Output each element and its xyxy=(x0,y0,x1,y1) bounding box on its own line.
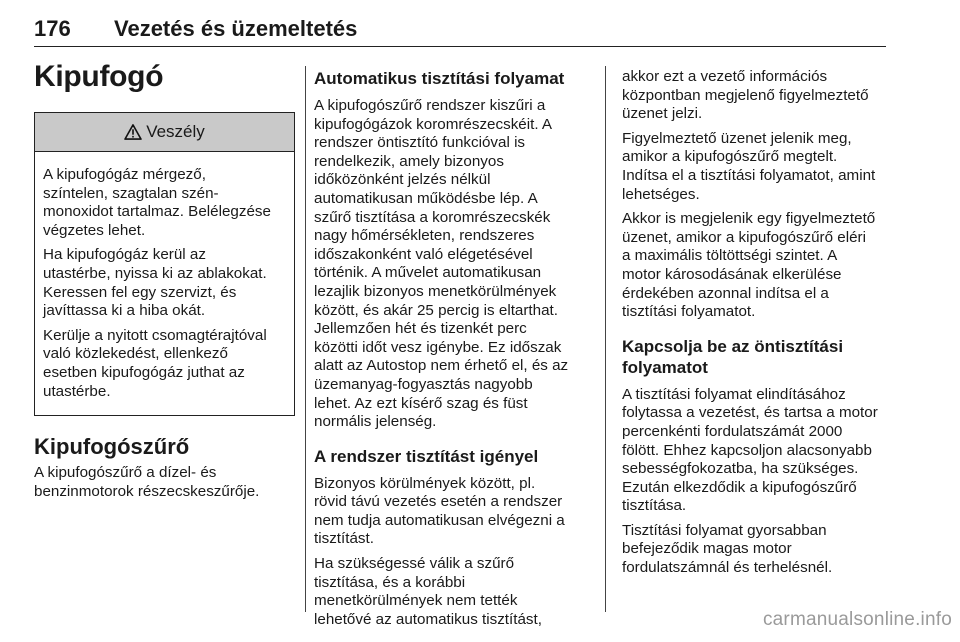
section-heading: Automatikus tisztítási folyamat xyxy=(314,69,565,88)
column-divider xyxy=(305,66,306,612)
column-middle xyxy=(314,52,594,635)
warning-paragraph: Ha kipufogógáz kerül az utastérbe, nyissa ki az ablakokat. Keressen fel egy szervizt, és javíttassa ki a hiba okát. xyxy=(43,246,267,320)
paragraph: Akkor is megjelenik egy figyelmeztető üzenet, amikor a kipufogószűrő eléri a maximális töltöttségi szintet. A motor károsodásának elkerülése érdekében azonnal indítsa el a tisztítási folyamatot. xyxy=(622,210,876,321)
page-title: Kipufogó xyxy=(34,60,164,93)
chapter-title: Vezetés és üzemeltetés xyxy=(114,16,358,41)
paragraph: Tisztítási folyamat gyorsabban befejeződik magas motor fordulatszámnál és terhelésnél. xyxy=(622,521,833,577)
column-right xyxy=(622,52,890,584)
paragraph: A kipufogószűrő rendszer kiszűri a kipufogógázok koromrészecskéit. A rendszer öntisztító funkcióval is rendelkezik, amely bizonyos időközönként jelzés nélkül automatikusan működésbe lép. A szűrő tisztítása a koromrészecskék nagy hőmérsékleten, rendszeres időszakonként való elégetésével történik. A művelet automatikusan lezajlik bizonyos menetkörülmények között, és akár 25 percig is eltarthat. Jellemzően hét és tizenkét perc közötti időt vesz igénybe. Ez időszak alatt az Autostop nem érhető el, és az üzemanyag-fogyasztás nagyobb lehet. Az ezt kísérő szag és füst normális jelenség. xyxy=(314,97,569,431)
column-left xyxy=(34,52,297,507)
paragraph: akkor ezt a vezető információs központban megjelenő figyelmeztető üzenet jelzi. xyxy=(622,68,869,123)
section-text: A kipufogószűrő a dízel- és benzinmotorok részecskeszűrője. xyxy=(34,464,260,500)
section-heading: Kapcsolja be az öntisztítási folyamatot xyxy=(622,336,844,377)
warning-header xyxy=(35,113,294,152)
warning-label: Veszély xyxy=(146,122,205,141)
paragraph: Bizonyos körülmények között, pl. rövid távú vezetés esetén a rendszer nem tudja automatikusan elvégezni a tisztítást. xyxy=(314,474,565,548)
warning-body xyxy=(35,152,294,415)
paragraph: Figyelmeztető üzenet jelenik meg, amikor a kipufogószűrő megtelt. Indítsa el a tisztítási folyamatot, amint lehetséges. xyxy=(622,129,876,203)
warning-triangle-icon xyxy=(124,124,142,140)
page-header xyxy=(34,10,886,47)
paragraph: A tisztítási folyamat elindításához folytassa a vezetést, és tartsa a motor percenkénti fordulatszámát 2000 fölött. Ehhez kapcsoljon alacsonyabb sebességfokozatba, ha szükséges. Ezután elkezdődik a kipufogószűrő tisztítása. xyxy=(622,385,878,515)
page-number: 176 xyxy=(34,16,71,41)
warning-box xyxy=(34,112,295,416)
section-heading: A rendszer tisztítást igényel xyxy=(314,446,539,466)
paragraph: Ha szükségessé válik a szűrő tisztítása, és a korábbi menetkörülmények nem tették lehetővé az automatikus tisztítást, xyxy=(314,555,542,628)
section-title: Kipufogószűrő xyxy=(34,434,190,460)
column-divider xyxy=(605,66,606,612)
warning-paragraph: A kipufogógáz mérgező, színtelen, szagtalan szén- monoxidot tartalmaz. Belélegzése végzetes lehet. xyxy=(43,166,271,239)
warning-paragraph: Kerülje a nyitott csomagtérajtóval való közlekedést, ellenkező esetben kipufogógáz juthat az utastérbe. xyxy=(43,326,267,400)
watermark-text: carmanualsonline.info xyxy=(762,609,952,630)
